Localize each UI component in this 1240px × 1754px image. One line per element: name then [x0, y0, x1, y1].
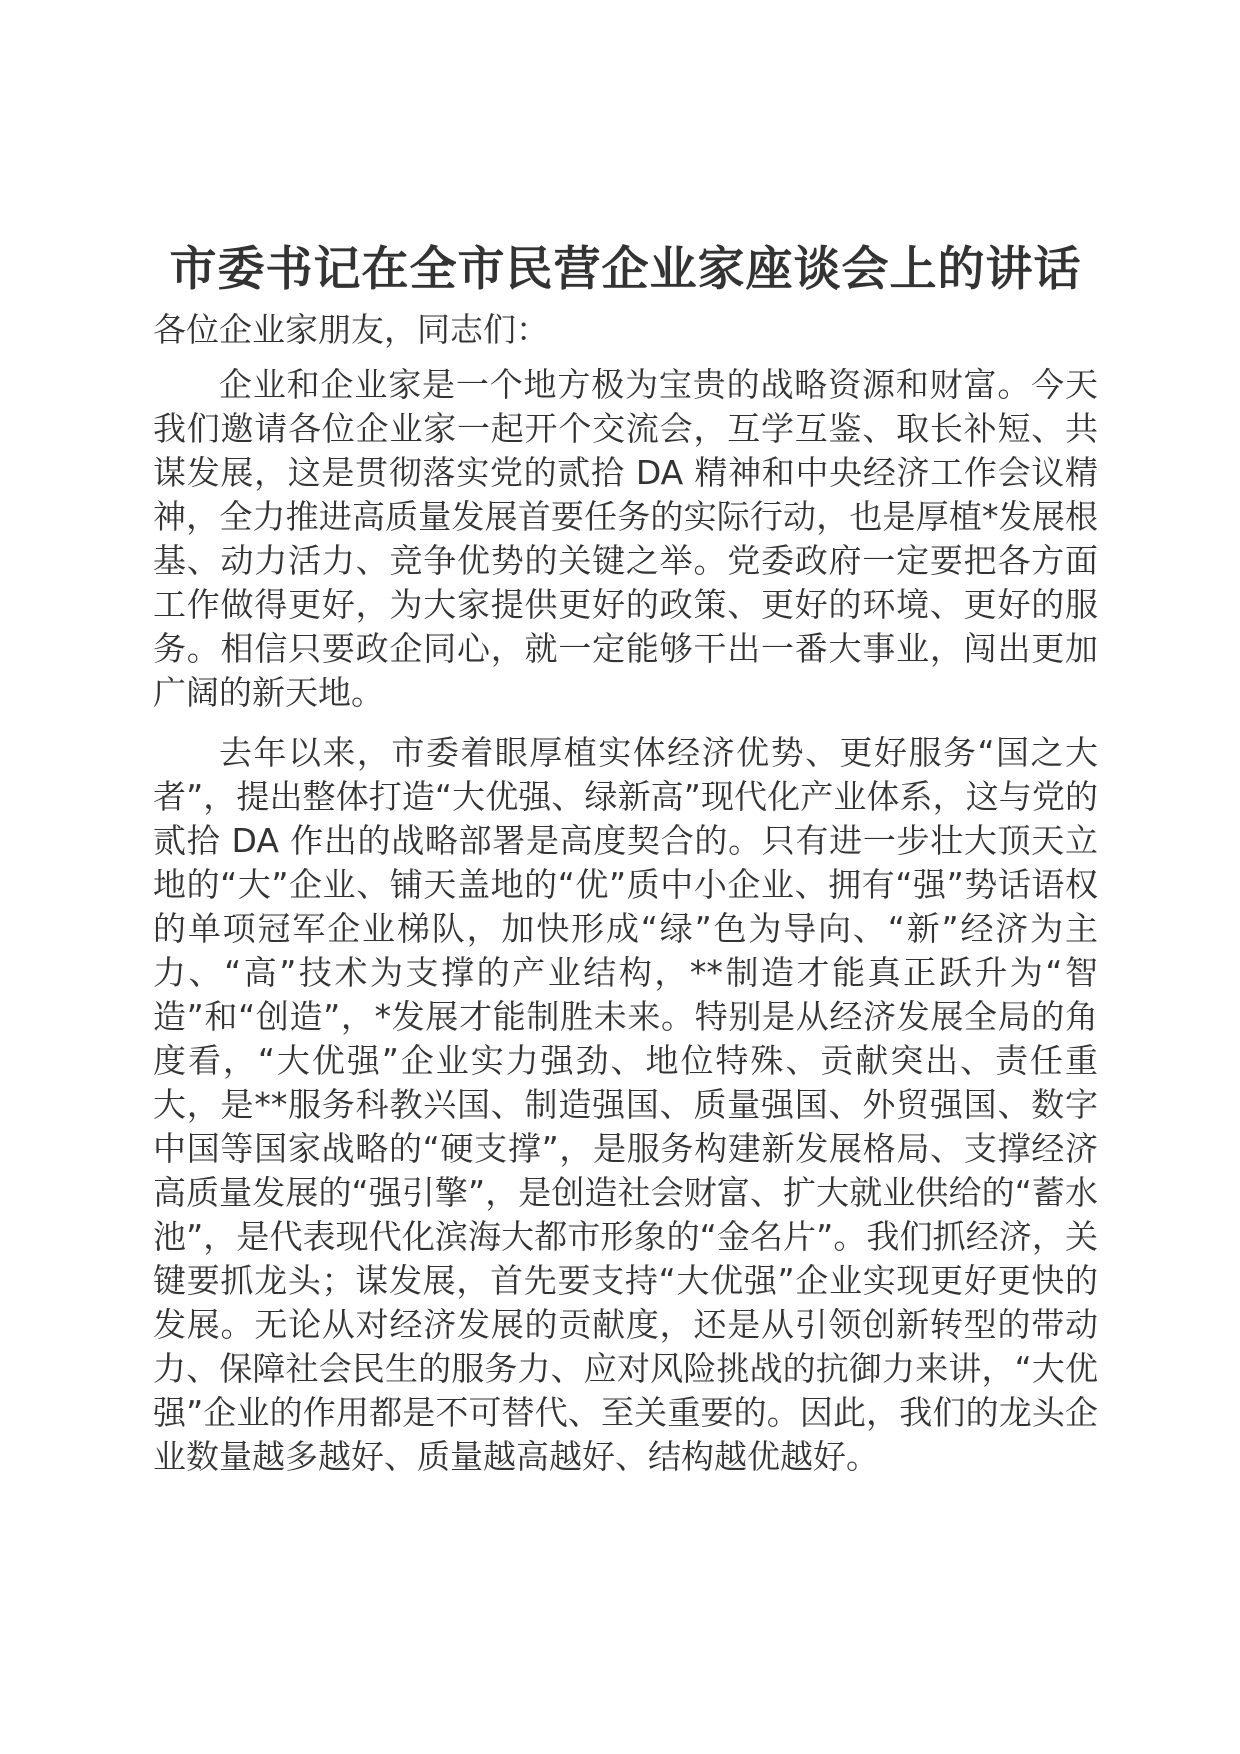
document-title: 市委书记在全市民营企业家座谈会上的讲话: [169, 242, 1082, 297]
document-body: [153, 363, 1098, 1495]
paragraph-1: 企业和企业家是一个地方极为宝贵的战略资源和财富。今天我们邀请各位企业家一起开个交流会，互学互鉴、取长补短、共谋发展，这是贯彻落实党的贰拾 DA 精神和中央经济工作会议精神，全力推进高质量发展首要任务的实际行动，也是厚植*发展根基、动力活力、竞争优势的关键之举。党委政府一定要把各方面工作做得更好，为大家提供更好的政策、更好的环境、更好的服务。相信只要政企同心，就一定能够干出一番大事业，闯出更加广阔的新天地。: [153, 365, 1098, 712]
greeting: 各位企业家朋友，同志们：: [153, 310, 549, 349]
paragraph-2: 去年以来，市委着眼厚植实体经济优势、更好服务“国之大者”，提出整体打造“大优强、绿新高”现代化产业体系，这与党的贰拾 DA 作出的战略部署是高度契合的。只有进一步壮大顶天立地的“大”企业、铺天盖地的“优”质中小企业、拥有“强”势话语权的单项冠军企业梯队，加快形成“绿”色为导向、“新”经济为主力、“高”技术为支撑的产业结构，**制造才能真正跃升为“智造”和“创造”，*发展才能制胜未来。特别是从经济发展全局的角度看，“大优强”企业实力强劲、地位特殊、贡献突出、责任重大，是**服务科教兴国、制造强国、质量强国、外贸强国、数字中国等国家战略的“硬支撑”，是服务构建新发展格局、支撑经济高质量发展的“强引擎”，是创造社会财富、扩大就业供给的“蓄水池”，是代表现代化滨海大都市形象的“金名片”。我们抓经济，关键要抓龙头；谋发展，首先要支持“大优强”企业实现更好更快的发展。无论从对经济发展的贡献度，还是从引领创新转型的带动力、保障社会民生的服务力、应对风险挑战的抗御力来讲，“大优强”企业的作用都是不可替代、至关重要的。因此，我们的龙头企业数量越多越好、质量越高越好、结构越优越好。: [153, 733, 1098, 1476]
